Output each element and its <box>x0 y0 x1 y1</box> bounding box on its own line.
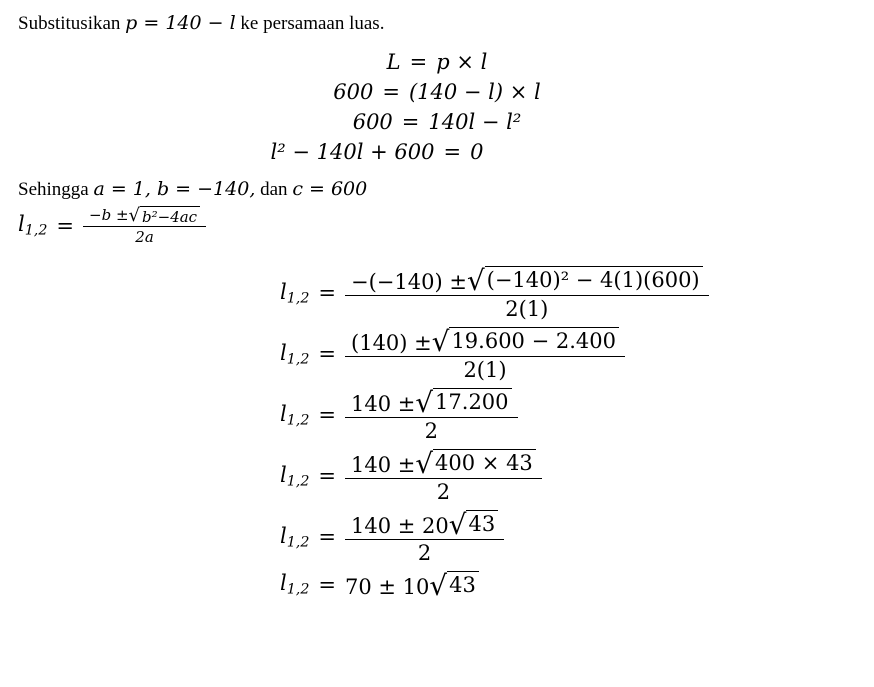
equation-2-lhs: 600 <box>333 79 374 104</box>
radical-glyph: √ <box>448 507 467 541</box>
step-1-radicand: (−140)² − 4(1)(600) <box>485 266 703 294</box>
equals-sign: = <box>56 213 75 238</box>
equation-3-lhs: 600 <box>352 109 393 134</box>
sqrt-icon <box>415 385 511 419</box>
step-5-variable: l <box>280 523 287 548</box>
quadratic-formula-variable: l <box>18 212 25 237</box>
step-1-subscript: 1,2 <box>286 290 310 307</box>
step-5-subscript: 1,2 <box>286 534 310 551</box>
radical-glyph: √ <box>429 568 448 602</box>
equation-row-3 <box>0 110 874 134</box>
radical-glyph: √ <box>431 324 450 358</box>
intro-suffix: ke persamaan luas. <box>235 13 385 34</box>
step-3-variable: l <box>280 401 287 426</box>
step-4-radicand: 400 × 43 <box>433 449 536 477</box>
equals-sign: = <box>318 342 337 366</box>
step-4-fraction <box>345 446 542 504</box>
coefficients-prefix: Sehingga <box>18 178 94 200</box>
quadratic-formula-numerator-pre: −b ± <box>89 205 129 224</box>
equals-sign: = <box>318 281 337 305</box>
quadratic-formula-numerator <box>83 206 206 227</box>
step-3-fraction <box>345 385 518 443</box>
step-2-numerator <box>345 324 625 358</box>
step-3-numerator-pre: 140 ± <box>351 391 416 416</box>
step-3-subscript: 1,2 <box>286 412 310 429</box>
sqrt-icon <box>431 324 619 358</box>
equation-row-1 <box>0 50 874 74</box>
final-result-lhs <box>280 571 309 598</box>
equation-3-rhs: 140l − l² <box>428 109 522 134</box>
equals-sign: = <box>401 109 420 134</box>
equation-2-rhs: (140 − l) × l <box>408 79 541 104</box>
coefficient-b: b = −140, <box>150 177 256 200</box>
step-1-numerator-pre: −(−140) ± <box>351 269 467 294</box>
step-2-numerator-pre: (140) ± <box>351 330 432 355</box>
step-2-lhs <box>280 341 309 368</box>
radical-glyph: √ <box>466 263 485 297</box>
step-4-numerator <box>345 446 542 480</box>
step-row-5 <box>0 507 874 565</box>
step-4-denominator: 2 <box>436 479 451 504</box>
step-5-lhs <box>280 524 309 551</box>
coefficients-sentence <box>0 178 874 202</box>
equation-1-lhs: L <box>386 49 401 74</box>
sqrt-icon <box>415 446 535 480</box>
equals-sign: = <box>318 572 337 597</box>
step-4-subscript: 1,2 <box>286 473 310 490</box>
step-1-lhs <box>280 280 309 307</box>
step-4-variable: l <box>280 462 287 487</box>
step-row-4 <box>0 446 874 504</box>
step-1-fraction <box>345 263 709 321</box>
equation-row-2 <box>0 80 874 104</box>
step-3-radicand: 17.200 <box>433 388 511 416</box>
step-1-variable: l <box>280 279 287 304</box>
step-row-1 <box>0 263 874 321</box>
step-5-radicand: 43 <box>466 510 498 538</box>
quadratic-formula-fraction <box>83 206 206 246</box>
sqrt-icon <box>429 568 478 602</box>
radical-glyph: √ <box>128 204 141 226</box>
step-5-numerator <box>345 507 504 541</box>
step-3-lhs <box>280 402 309 429</box>
equation-row-4 <box>0 140 874 164</box>
equation-4-lhs: l² − 140l + 600 <box>270 139 435 164</box>
equation-4-rhs: 0 <box>470 139 484 164</box>
step-2-fraction <box>345 324 625 382</box>
radical-glyph: √ <box>415 446 434 480</box>
final-result-row <box>0 568 874 602</box>
step-2-denominator: 2(1) <box>463 357 507 382</box>
equals-sign: = <box>382 79 400 104</box>
step-3-numerator <box>345 385 518 419</box>
step-5-numerator-pre: 140 ± 20 <box>351 513 449 538</box>
step-1-denominator: 2(1) <box>505 296 549 321</box>
equation-1-rhs: p × l <box>436 49 488 74</box>
coefficient-a: a = 1, <box>93 177 151 200</box>
quadratic-formula-subscript: 1,2 <box>24 222 48 239</box>
intro-formula: p = 140 − l <box>125 12 236 34</box>
equals-sign: = <box>409 49 428 74</box>
equals-sign: = <box>318 525 337 549</box>
intro-prefix: Substitusikan <box>18 13 126 34</box>
step-2-variable: l <box>280 340 287 365</box>
final-result-subscript: 1,2 <box>286 581 310 598</box>
quadratic-formula-denominator: 2a <box>135 227 154 246</box>
final-result-radicand: 43 <box>447 571 479 599</box>
step-4-lhs <box>280 463 309 490</box>
step-2-radicand: 19.600 − 2.400 <box>449 327 619 355</box>
coefficients-conjunction: dan <box>255 178 293 200</box>
coefficient-c: c = 600 <box>292 177 368 200</box>
step-3-denominator: 2 <box>424 418 438 443</box>
radical-glyph: √ <box>415 385 434 419</box>
step-1-numerator <box>345 263 709 297</box>
quadratic-formula-lhs <box>18 212 47 239</box>
step-2-subscript: 1,2 <box>286 351 310 368</box>
step-5-fraction <box>345 507 504 565</box>
step-row-3 <box>0 385 874 443</box>
sqrt-icon <box>448 507 498 541</box>
sqrt-icon <box>466 263 703 297</box>
step-row-2 <box>0 324 874 382</box>
step-4-numerator-pre: 140 ± <box>351 452 416 477</box>
intro-sentence <box>0 0 874 36</box>
quadratic-formula-row <box>0 206 874 246</box>
final-result-pre: 70 ± 10 <box>345 574 430 599</box>
equals-sign: = <box>443 139 462 164</box>
final-result-variable: l <box>280 571 287 596</box>
equals-sign: = <box>318 464 337 488</box>
quadratic-formula-radicand: b²−4ac <box>140 206 200 226</box>
step-5-denominator: 2 <box>417 540 432 565</box>
sqrt-icon <box>129 206 201 226</box>
equals-sign: = <box>318 403 337 427</box>
final-result-value <box>345 568 479 602</box>
